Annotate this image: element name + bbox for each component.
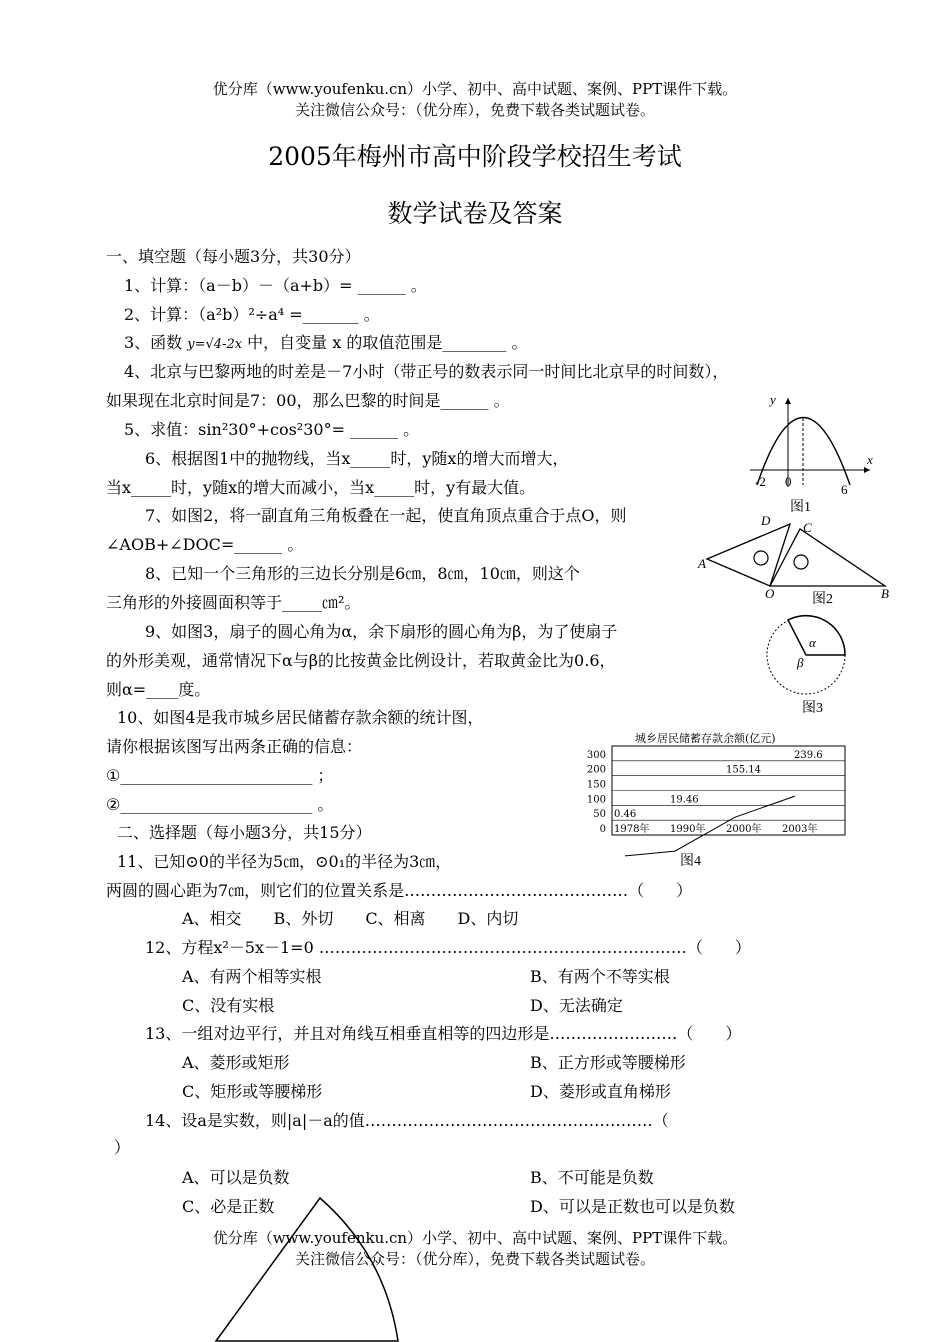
question-5: 5、求值：sin²30°+cos²30°= ______ 。: [124, 420, 420, 439]
question-9-line-2: 的外形美观，通常情况下α与β的比按黄金比例设计，若取黄金比为0.6，: [106, 651, 616, 670]
fan-diagram-fragment: [210, 1195, 410, 1342]
figure-3-fan: [764, 615, 850, 699]
question-14-line-2: ）: [114, 1138, 131, 1157]
question-6-line-2: 当x_____时，y随x的增大而减小，当x_____时，y有最大值。: [106, 478, 536, 497]
question-8-line-1: 8、已知一个三角形的三边长分别是6㎝，8㎝，10㎝，则这个: [145, 564, 580, 583]
fig4-category-label: 1990年: [670, 824, 706, 835]
fig4-y-tick: 50: [593, 809, 606, 821]
figure-4-chart: [580, 728, 850, 863]
question-3-formula: y=√4-2x: [187, 337, 243, 352]
question-7-line-1: 7、如图2，将一副直角三角板叠在一起，使直角顶点重合于点O，则: [145, 506, 627, 525]
question-13-option-c: C、矩形或等腰梯形: [182, 1082, 323, 1101]
fig1-x-arrow: [864, 467, 870, 473]
fig4-y-tick: 300: [586, 749, 606, 761]
figure-4-caption: 图4: [680, 854, 701, 869]
question-14-option-b: B、不可能是负数: [530, 1168, 654, 1187]
page-subtitle: 数学试卷及答案: [387, 199, 563, 228]
fig2-triangle-left: [707, 524, 790, 586]
question-3-post: 中，自变量 x 的取值范围是________ 。: [247, 333, 528, 352]
question-11-options: A、相交 B、外切 C、相离 D、内切: [182, 909, 519, 928]
section1-heading: 一、填空题（每小题3分，共30分）: [106, 247, 361, 266]
figure-1-parabola: [745, 390, 880, 497]
fig4-value-label: 19.46: [670, 794, 699, 806]
question-10-answer-1: ①________________________ ；: [106, 766, 334, 785]
figure-3-caption: 图3: [802, 701, 823, 716]
question-14-line-1: 14、设a是实数，则|a|－a的值………………………………………………（: [145, 1111, 669, 1130]
question-10-line-1: 10、如图4是我市城乡居民储蓄存款余额的统计图，: [117, 708, 484, 727]
fig4-y-tick: 100: [586, 794, 606, 806]
question-1: 1、计算：（a－b）－（a+b）= ______ 。: [124, 276, 427, 295]
figure-2-caption: 图2: [812, 592, 833, 607]
question-4-line-2: 如果现在北京时间是7：00，那么巴黎的时间是______ 。: [106, 391, 510, 410]
fig4-title: 城乡居民储蓄存款余额(亿元): [635, 732, 776, 745]
fig4-y-tick: 0: [599, 824, 606, 835]
fig4-y-tick: 150: [586, 779, 606, 791]
fig1-y-label: y: [770, 392, 776, 407]
question-12-option-b: B、有两个不等实根: [530, 967, 670, 986]
question-14-option-a: A、可以是负数: [182, 1168, 290, 1187]
question-2: 2、计算：（a²b）²÷a⁴ =_______ 。: [124, 305, 380, 324]
fig4-value-label: 155.14: [726, 764, 761, 776]
fig2-triangle-right: [770, 529, 885, 586]
question-4-line-1: 4、北京与巴黎两地的时差是－7小时（带正号的数表示同一时间比北京早的时间数），: [124, 362, 729, 381]
fig2-label-B: B: [881, 586, 889, 601]
fig1-tick-neg2: -2: [755, 474, 766, 489]
figure-1-caption: 图1: [790, 500, 811, 515]
footer-line-2: 关注微信公众号：（优分库），免费下载各类试题试卷。: [294, 1250, 655, 1268]
fig4-category-label: 2000年: [726, 824, 762, 835]
fig2-circle-right: [794, 555, 808, 569]
fig4-category-label: 2003年: [782, 824, 818, 835]
fig4-y-tick: 200: [586, 764, 606, 776]
footer-line-1: 优分库（www.youfenku.cn）小学、初中、高中试题、案例、PPT课件下载。: [212, 1229, 738, 1247]
question-12: 12、方程x²－5x－1=0 ……………………………………………………………（ ）: [145, 938, 751, 957]
fig2-label-A: A: [698, 556, 706, 571]
question-10-answer-2: ②________________________ 。: [106, 795, 334, 814]
fig4-value-label: 239.6: [794, 749, 823, 761]
question-3: [124, 330, 527, 353]
page-title: 2005年梅州市高中阶段学校招生考试: [268, 142, 682, 171]
fig4-value-label: 0.46: [614, 809, 637, 821]
question-14-option-d: D、可以是正数也可以是负数: [530, 1197, 735, 1216]
question-7-line-2: ∠AOB+∠DOC=______ 。: [106, 535, 304, 554]
question-10-line-2: 请你根据该图写出两条正确的信息：: [106, 737, 363, 756]
question-3-pre: 3、函数: [124, 333, 183, 352]
fig3-label-beta: β: [797, 655, 804, 670]
question-6-line-1: 6、根据图1中的抛物线，当x_____时，y随x的增大而增大，: [145, 449, 569, 468]
header-line-1: 优分库（www.youfenku.cn）小学、初中、高中试题、案例、PPT课件下载。: [212, 80, 738, 98]
question-13-option-b: B、正方形或等腰梯形: [530, 1053, 686, 1072]
question-11-line-2: 两圆的圆心距为7㎝，则它们的位置关系是……………………………………（ ）: [106, 881, 693, 900]
question-14-option-c: C、必是正数: [182, 1197, 275, 1216]
fig4-category-label: 1978年: [614, 824, 650, 835]
fig1-tick-0: 0: [785, 474, 792, 489]
question-11-line-1: 11、已知⊙0的半径为5㎝，⊙0₁的半径为3㎝，: [117, 852, 452, 871]
figure-2-triangles: [695, 512, 895, 602]
question-13-option-d: D、菱形或直角梯形: [530, 1082, 671, 1101]
header-line-2: 关注微信公众号：（优分库），免费下载各类试题试卷。: [294, 101, 655, 119]
fig2-label-D: D: [761, 513, 771, 528]
fig3-sector-alpha: [788, 616, 845, 655]
question-13: 13、一组对边平行，并且对角线互相垂直相等的四边形是……………………（ ）: [145, 1024, 742, 1043]
fig2-label-O: O: [765, 586, 775, 601]
question-8-line-2: 三角形的外接圆面积等于_____㎝²。: [106, 593, 361, 612]
fig1-y-arrow: [785, 398, 791, 404]
question-13-option-a: A、菱形或矩形: [182, 1053, 290, 1072]
fig3-label-alpha: α: [809, 635, 816, 650]
section2-heading: 二、选择题（每小题3分，共15分）: [117, 823, 372, 842]
question-12-option-d: D、无法确定: [530, 996, 623, 1015]
question-9-line-1: 9、如图3，扇子的圆心角为α，余下扇形的圆心角为β，为了使扇子: [145, 622, 618, 641]
fig2-label-C: C: [803, 520, 812, 535]
question-12-option-a: A、有两个相等实根: [182, 967, 322, 986]
question-12-option-c: C、没有实根: [182, 996, 275, 1015]
fig1-tick-6: 6: [841, 482, 848, 497]
question-9-line-3: 则α=____度。: [106, 680, 211, 699]
fig2-circle-left: [754, 551, 768, 565]
fig1-x-label: x: [867, 452, 873, 467]
